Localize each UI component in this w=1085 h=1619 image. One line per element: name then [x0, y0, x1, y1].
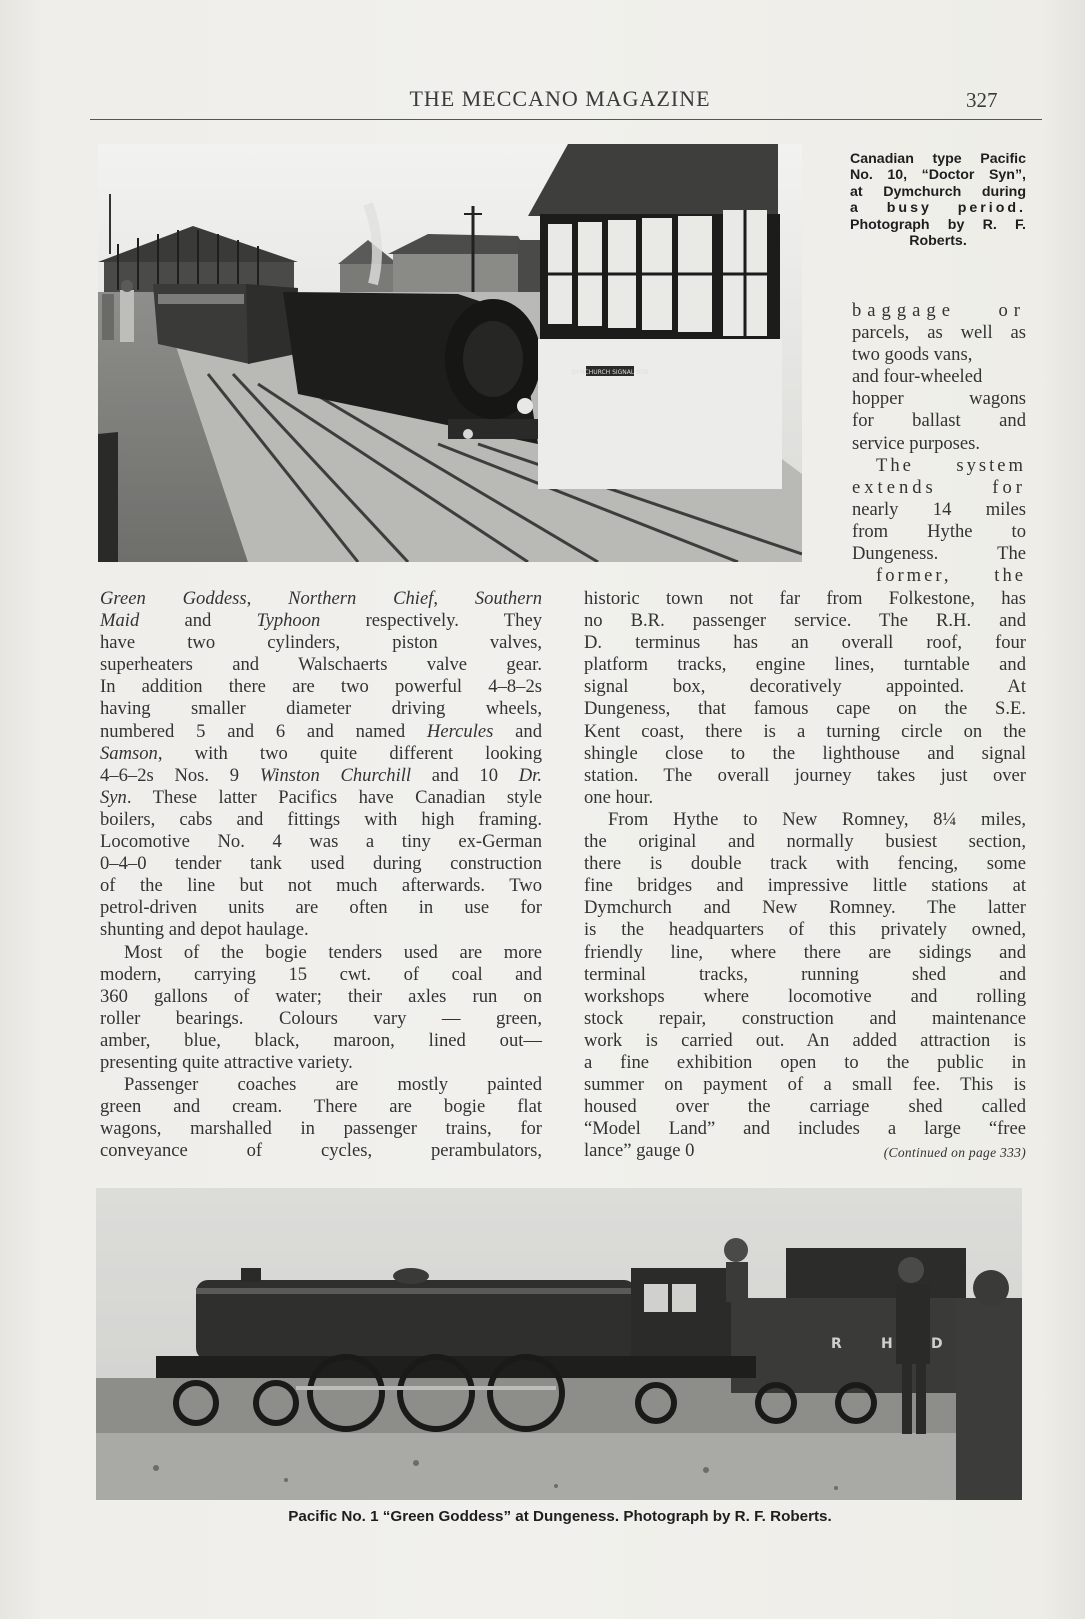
text-line: Samson, with two quite different looking — [100, 742, 542, 764]
text-line: service purposes. — [852, 432, 981, 454]
text-line: historic town not far from Folkestone, has — [584, 588, 1026, 609]
caption-line: at Dymchurch during — [850, 183, 1026, 200]
page-number: 327 — [966, 88, 998, 112]
text-line: is the headquarters of this privately owned, — [584, 919, 1026, 941]
text-line: two goods vans, — [852, 344, 973, 366]
right-column-bottom — [584, 588, 1026, 1162]
text-line: hopper wagons — [852, 388, 1026, 410]
text-line: stock repair, construction and maintenance — [584, 1007, 1026, 1029]
text-line: friendly line, where there are sidings and — [584, 941, 1026, 963]
text-line: Kent coast, there is a turning circle on the — [584, 720, 1026, 742]
text-line: extends for — [852, 476, 1026, 498]
text-line: Dymchurch and New Romney. The latter — [584, 897, 1026, 919]
tender-letter-h: H — [881, 1336, 893, 1352]
top-photo-caption — [850, 151, 1026, 249]
text-line: The system — [876, 454, 1026, 476]
text-line: amber, blue, black, maroon, lined out— — [100, 1029, 542, 1051]
text-line: there is double track with fencing, some — [584, 853, 1026, 875]
text-line: D. terminus has an overall roof, four — [584, 632, 1026, 654]
text-line: fine bridges and impressive little stations at — [584, 875, 1026, 897]
text-line: and four-wheeled — [852, 366, 983, 388]
bottom-photo-caption: Pacific No. 1 “Green Goddess” at Dungeness. Photograph by R. F. Roberts. — [288, 1508, 832, 1525]
text-line: signal box, decoratively appointed. At — [584, 676, 1026, 698]
text-line: shunting and depot haulage. — [100, 919, 309, 941]
text-line: petrol-driven units are often in use for — [100, 897, 542, 919]
caption-line: No. 10, “Doctor Syn”, — [850, 167, 1026, 184]
tender-letter-d: D — [931, 1336, 943, 1352]
text-line: Syn. These latter Pacifics have Canadian style — [100, 786, 542, 808]
text-line: Green Goddess, Northern Chief, Southern — [100, 588, 543, 609]
left-column — [100, 588, 542, 1162]
caption-line: Canadian type Pacific — [850, 151, 1026, 167]
continued-note: (Continued on page 333) — [883, 1145, 1026, 1161]
tender-letter-r: R — [831, 1336, 842, 1352]
text-line: for ballast and — [852, 410, 1026, 432]
text-line: workshops where locomotive and rolling — [584, 985, 1026, 1007]
text-line: numbered 5 and 6 and named Hercules and — [100, 720, 542, 742]
signal-box-sign: DYMCHURCH SIGNAL BOX — [571, 369, 649, 376]
text-line: conveyance of cycles, perambulators, — [100, 1140, 542, 1162]
caption-line: Photograph by R. F. — [850, 216, 1026, 233]
text-line: having smaller diameter driving wheels, — [100, 698, 542, 720]
text-line: from Hythe to — [852, 520, 1026, 542]
text-line: Locomotive No. 4 was a tiny ex-German — [100, 831, 542, 853]
text-line: presenting quite attractive variety. — [100, 1051, 353, 1073]
text-line: terminal tracks, running shed and — [584, 963, 1026, 985]
text-line: In addition there are two powerful 4–8–2s — [100, 676, 542, 698]
caption-line: a busy period. — [850, 200, 1026, 217]
text-line: Dungeness. The — [852, 543, 1026, 565]
text-line: of the line but not much afterwards. Two — [100, 875, 542, 897]
text-line: parcels, as well as — [852, 322, 1026, 344]
text-line: green and cream. There are bogie flat — [100, 1096, 542, 1118]
text-line: Maid and Typhoon respectively. They — [100, 610, 542, 632]
text-line: work is carried out. An added attraction is — [584, 1029, 1026, 1051]
text-line: Dungeness, that famous cape on the S.E. — [584, 698, 1026, 720]
text-line: modern, carrying 15 cwt. of coal and — [100, 963, 542, 985]
text-line: have two cylinders, piston valves, — [100, 632, 542, 654]
caption-line: Roberts. — [909, 233, 967, 250]
text-line: platform tracks, engine lines, turntable and — [584, 654, 1026, 676]
running-head: THE MECCANO MAGAZINE — [409, 86, 711, 111]
text-line: a fine exhibition open to the public in — [584, 1051, 1026, 1073]
text-line: summer on payment of a small fee. This is — [584, 1074, 1026, 1096]
text-line: nearly 14 miles — [852, 498, 1026, 520]
text-line: From Hythe to New Romney, 8¼ miles, — [608, 808, 1026, 830]
text-line: 0–4–0 tender tank used during construction — [100, 853, 542, 875]
text-line: shingle close to the lighthouse and signal — [584, 742, 1026, 764]
text-line: the original and normally busiest section, — [584, 831, 1026, 853]
header-rule — [90, 119, 1042, 120]
text-line: Passenger coaches are mostly painted — [124, 1074, 542, 1096]
text-line: station. The overall journey takes just over — [584, 764, 1026, 786]
bottom-photograph — [96, 1188, 1022, 1500]
text-line: no B.R. passenger service. The R.H. and — [584, 610, 1026, 632]
text-line: boilers, cabs and fittings with high framing. — [100, 808, 542, 830]
right-column-top — [852, 300, 1026, 587]
text-line: 360 gallons of water; their axles run on — [100, 985, 542, 1007]
text-line: one hour. — [584, 786, 654, 808]
text-line: Most of the bogie tenders used are more — [124, 941, 542, 963]
text-line: housed over the carriage shed called — [584, 1096, 1026, 1118]
text-line: former, the — [876, 565, 1026, 587]
text-line: 4–6–2s Nos. 9 Winston Churchill and 10 Dr. — [100, 764, 542, 786]
text-line: baggage or — [852, 300, 1026, 321]
top-photograph — [98, 144, 802, 562]
text-line: “Model Land” and includes a large “free — [584, 1118, 1026, 1140]
text-line: superheaters and Walschaerts valve gear. — [100, 654, 542, 676]
text-line: wagons, marshalled in passenger trains, for — [100, 1118, 542, 1140]
text-line: roller bearings. Colours vary — green, — [100, 1007, 542, 1029]
text-line: lance” gauge 0 (Continued on page 333) — [584, 1140, 1026, 1162]
